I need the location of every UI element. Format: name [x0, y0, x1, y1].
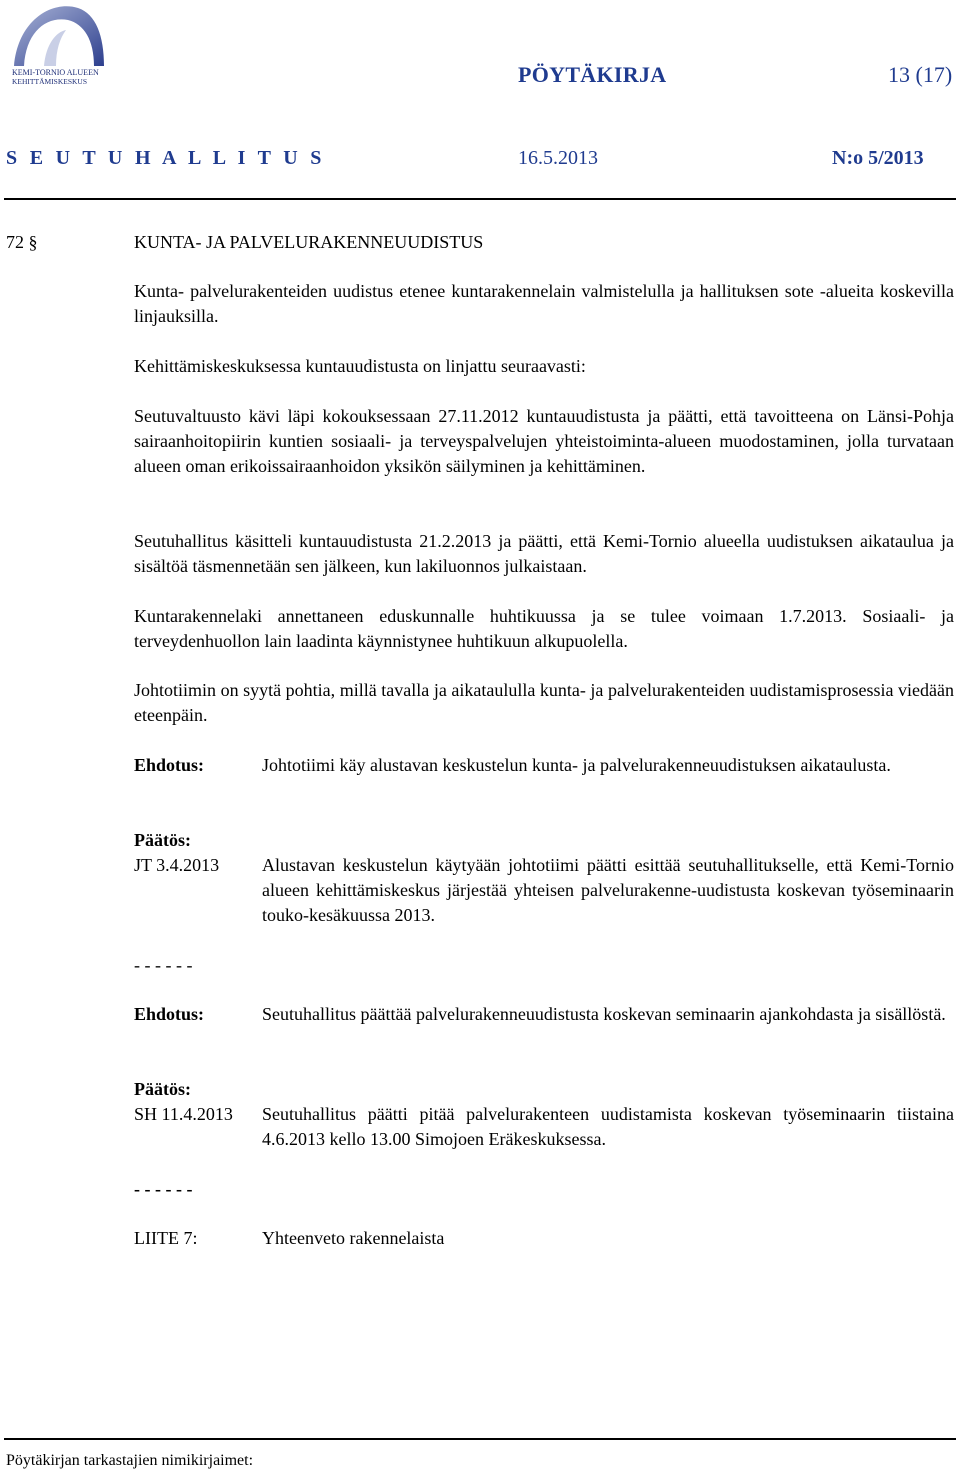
proposal-text-1: Johtotiimi käy alustavan keskustelun kunta- ja palvelurakenneuudistuksen aikataulusta.: [262, 755, 891, 775]
page-number: 13 (17): [888, 62, 953, 87]
separator-2: - - - - - -: [134, 1179, 193, 1199]
separator-1: - - - - - -: [134, 955, 193, 975]
logo-text-line2: KEHITTÄMISKESKUS: [12, 77, 87, 86]
logo-text-line1: KEMI-TORNIO ALUEEN: [12, 68, 99, 77]
attachment-label: LIITE 7:: [134, 1228, 198, 1248]
attachment-title: Yhteenveto rakennelaista: [262, 1228, 445, 1248]
proposal-text-2: Seutuhallitus päättää palvelurakenneuudistusta koskevan seminaarin ajankohdasta ja sisällöstä.: [262, 1004, 946, 1024]
footer-divider: [4, 1438, 956, 1440]
proposal-label-2: Ehdotus:: [134, 1004, 205, 1024]
document-type-title: PÖYTÄKIRJA: [518, 62, 667, 87]
paragraph-council-decision: Seutuvaltuusto kävi läpi kokouksessaan 27.11.2012 kuntauudistusta ja päätti, että tavoitteena on Länsi-Pohja sairaanhoitopiirin kuntien sosiaali- ja terveyspalvelujen yhteistoiminta-alueen muodostaminen, jolla turvataan alueen oman erikoissairaanhoidon yksikön säilyminen ja kehittäminen.: [134, 406, 954, 476]
decision-ref-2: SH 11.4.2013: [134, 1104, 233, 1124]
section-title: KUNTA- JA PALVELURAKENNEUUDISTUS: [134, 232, 484, 252]
header-divider: [4, 198, 956, 200]
paragraph-board-decision: Seutuhallitus käsitteli kuntauudistusta 21.2.2013 ja päätti, että Kemi-Tornio alueella uudistuksen aikataulua ja sisältöä täsmennetään sen jälkeen, kun lakiluonnos julkaistaan.: [134, 531, 954, 576]
meeting-number: N:o 5/2013: [832, 147, 924, 169]
paragraph-intro: Kunta- palvelurakenteiden uudistus etenee kuntarakennelain valmistelulla ja hallituksen sote -alueita koskevilla linjauksilla.: [134, 281, 954, 326]
paragraph-lead: Kehittämiskeskuksessa kuntauudistusta on linjattu seuraavasti:: [134, 356, 586, 376]
decision-text-2: Seutuhallitus päätti pitää palvelurakenteen uudistamista koskevan työseminaarin tiistaina 4.6.2013 kello 13.00 Simojoen Eräkeskuksessa.: [262, 1104, 954, 1149]
section-number: 72 §: [6, 232, 38, 252]
decision-ref-1: JT 3.4.2013: [134, 855, 220, 875]
decision-label-1: Päätös:: [134, 830, 191, 850]
governing-body-name: S E U T U H A L L I T U S: [6, 147, 326, 169]
decision-label-2: Päätös:: [134, 1079, 191, 1099]
paragraph-management-team: Johtotiimin on syytä pohtia, millä tavalla ja aikataululla kunta- ja palvelurakenteiden uudistamisprosessia viedään eteenpäin.: [134, 680, 954, 725]
paragraph-legislation: Kuntarakennelaki annettaneen eduskunnalle huhtikuussa ja se tulee voimaan 1.7.2013. Sosiaali- ja terveydenhuollon lain laadinta käynnistynee huhtikuun alkupuolella.: [134, 606, 954, 651]
meeting-date: 16.5.2013: [518, 147, 598, 169]
arch-logo-graphic: [8, 2, 108, 88]
organization-logo: [8, 2, 108, 88]
proposal-label-1: Ehdotus:: [134, 755, 205, 775]
decision-text-1: Alustavan keskustelun käytyään johtotiimi päätti esittää seutuhallitukselle, että Kemi-Tornio alueen kehittämiskeskus järjestää yhteisen palvelurakenne-uudistusta koskevan työseminaarin touko-kesäkuussa 2013.: [262, 855, 954, 925]
reviewer-initials-label: Pöytäkirjan tarkastajien nimikirjaimet:: [6, 1452, 254, 1469]
